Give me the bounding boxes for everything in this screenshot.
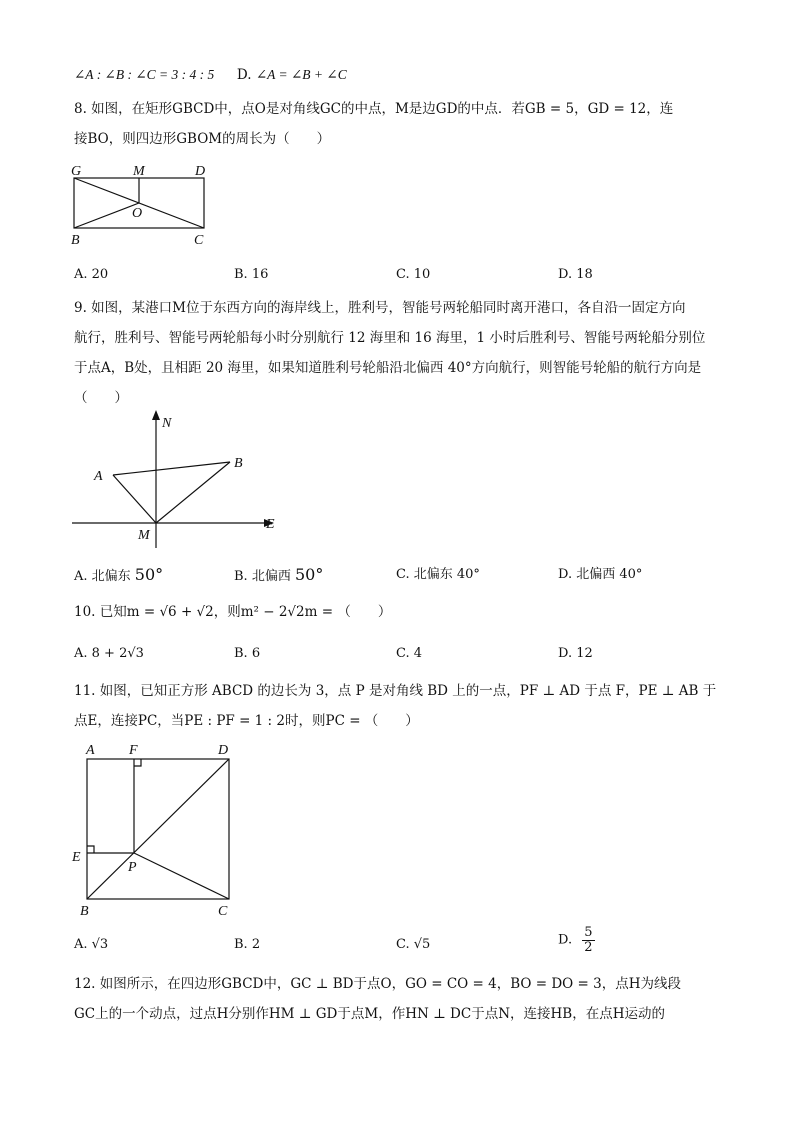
q9-option-b-degree: 50° [294,565,324,584]
q9-text-line4: （ ） [74,390,128,406]
q9-option-b-prefix: B. 北偏西 [234,569,291,584]
q8-label-b: B [71,233,80,248]
q9-label-n: N [162,416,172,431]
q9-label-m: M [138,528,150,543]
q11-label-e: E [72,850,81,865]
q9-option-d[interactable]: D. 北偏西 40° [558,567,643,582]
q9-segment-am [113,475,156,523]
q8-option-b[interactable]: B. 16 [234,267,269,282]
q8-text-line2: 接BO，则四边形GBOM的周长为（ ） [74,131,331,147]
q11-option-d[interactable] [558,926,595,955]
q10-option-b[interactable]: B. 6 [234,646,261,661]
q9-arrow-north [152,410,160,420]
q11-diagonal-bd [87,759,229,899]
q8-label-c: C [194,233,204,248]
q10-text: 10. 已知m = √6 + √2，则m² − 2√2m = （ ） [74,604,392,620]
q7-option-c-text: ∠A : ∠B : ∠C = 3 : 4 : 5 [74,67,215,82]
q11-option-c[interactable]: C. √5 [396,937,431,952]
q9-text-line1: 9. 如图，某港口M位于东西方向的海岸线上，胜利号，智能号两轮船同时离开港口，各自沿一固定方向 [74,300,686,316]
q8-option-d[interactable]: D. 18 [558,267,593,282]
q8-option-a[interactable]: A. 20 [74,267,109,282]
q11-figure-square [68,740,248,920]
q9-text-line2: 航行，胜利号、智能号两轮船每小时分别航行 12 海里和 16 海里，1 小时后胜利号、智能号两轮船分别位 [74,330,706,346]
q9-text-line3: 于点A，B处，且相距 20 海里，如果知道胜利号轮船沿北偏西 40°方向航行，则智能号轮船的航行方向是 [74,360,702,376]
q11-text-line1: 11. 如图，已知正方形 ABCD 的边长为 3，点 P 是对角线 BD 上的一点，PF ⊥ AD 于点 F，PE ⊥ AB 于 [74,683,717,699]
q11-text-line2: 点E，连接PC，当PE : PF = 1 : 2时，则PC = （ ） [74,713,419,729]
q9-figure-compass [66,410,286,560]
q9-segment-ab [113,462,230,475]
q11-segment-pc [134,853,229,899]
q9-option-a-degree: 50° [134,565,164,584]
q11-label-f: F [129,743,138,758]
q11-option-d-denominator: 2 [584,940,593,955]
q11-option-d-numerator: 5 [584,925,593,940]
q9-option-a[interactable] [74,566,163,586]
q11-option-b[interactable]: B. 2 [234,937,261,952]
q8-label-m: M [133,164,145,179]
q8-label-o: O [132,206,143,221]
q12-text-line2: GC上的一个动点，过点H分别作HM ⊥ GD于点M，作HN ⊥ DC于点N，连接HB，在点H运动的 [74,1006,665,1022]
q7-option-d-label: D. [236,67,252,83]
q9-option-a-prefix: A. 北偏东 [74,569,131,584]
q9-label-e: E [266,517,275,532]
q11-option-d-label: D. [558,932,573,948]
q11-label-b: B [80,904,89,919]
q11-option-a[interactable]: A. √3 [74,937,109,952]
q9-label-b: B [234,456,243,471]
q11-label-p: P [128,860,137,875]
q11-right-angle-f [134,759,141,766]
q9-segment-bm [156,462,230,523]
q8-label-d: D [195,164,206,179]
q12-text-line1: 12. 如图所示，在四边形GBCD中，GC ⊥ BD于点O，GO = CO = 4，BO = DO = 3，点H为线段 [74,976,681,992]
q8-text-line1: 8. 如图，在矩形GBCD中，点O是对角线GC的中点，M是边GD的中点．若GB = 5，GD = 12，连 [74,101,674,117]
q11-option-d-fraction [582,926,594,955]
q8-segment-bo [74,203,139,228]
q9-option-b[interactable] [234,566,323,586]
q9-label-a: A [94,469,103,484]
q10-option-d[interactable]: D. 12 [558,646,593,661]
q7-option-d-text: ∠A = ∠B + ∠C [255,67,347,82]
q9-option-c[interactable]: C. 北偏东 40° [396,567,480,582]
q10-option-c[interactable]: C. 4 [396,646,423,661]
q8-label-g: G [71,164,82,179]
q10-option-a[interactable]: A. 8 + 2√3 [74,646,144,661]
q11-label-d: D [218,743,229,758]
q11-label-c: C [218,904,228,919]
q8-figure-rectangle [66,160,216,252]
q8-option-c[interactable]: C. 10 [396,267,431,282]
q11-label-a: A [86,743,95,758]
q7-options-tail [74,66,347,84]
q11-right-angle-e [87,846,94,853]
